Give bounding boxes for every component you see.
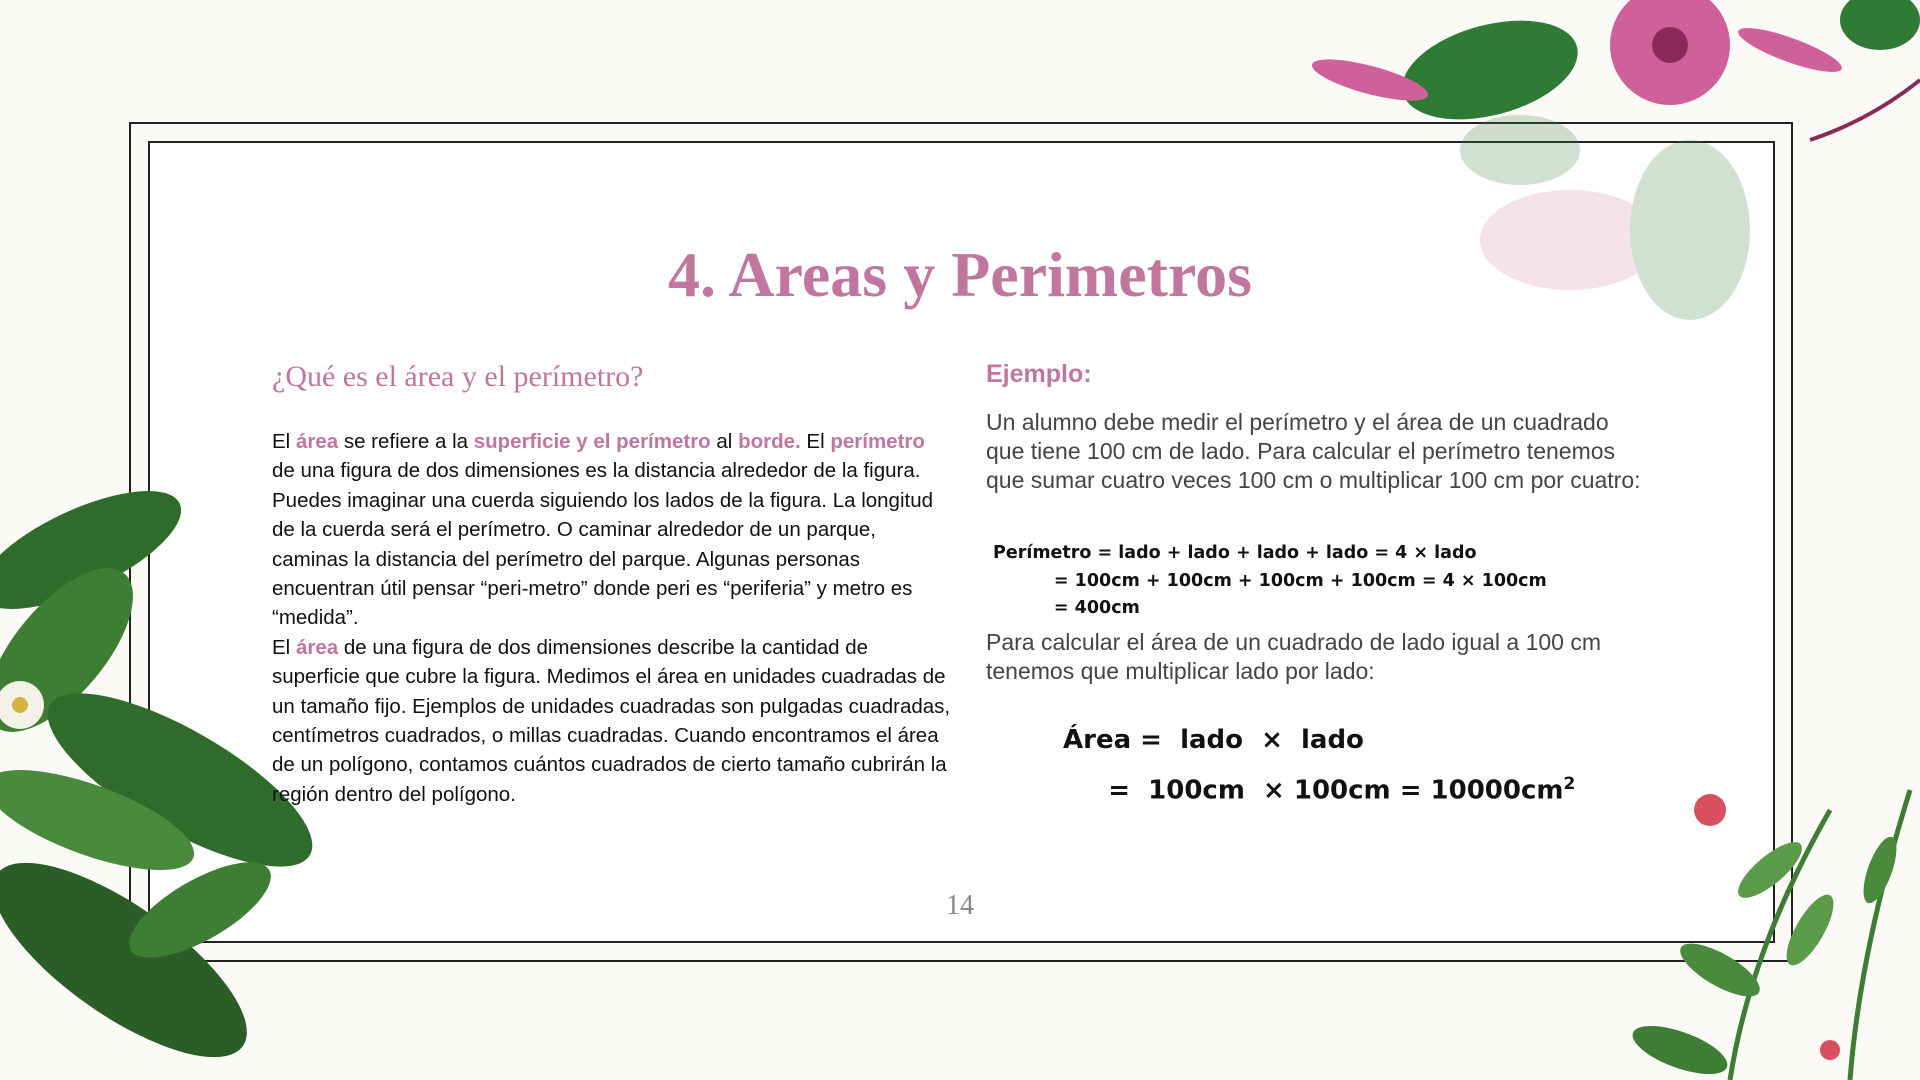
text: se refiere a la bbox=[338, 430, 474, 453]
text: El bbox=[272, 430, 296, 453]
formula-line: = 100cm + 100cm + 100cm + 100cm = 4 × 100cm bbox=[993, 570, 1547, 591]
example-paragraph-1: Un alumno debe medir el perímetro y el área de un cuadrado que tiene 100 cm de lado. Para calcular el perímetro tenemos que sumar cuatro veces 100 cm o multiplicar 100 cm por cuatro: bbox=[986, 409, 1641, 493]
formula-line: Área = lado × lado bbox=[1063, 725, 1364, 755]
formula-line: = 400cm bbox=[993, 598, 1140, 618]
left-body bbox=[272, 427, 952, 809]
highlight-perimeter: perímetro bbox=[830, 430, 925, 453]
paragraph-area bbox=[272, 633, 952, 809]
formula-line: Perímetro = lado + lado + lado + lado = 4 × lado bbox=[993, 543, 1477, 563]
text: de una figura de dos dimensiones es la distancia alrededor de la figura. Puedes imaginar una cuerda siguiendo los lados de la figura. La longitud de la cuerda será el perímetro. O caminar alrededor de un parque, caminas la distancia del perímetro del parque. Algunas personas encuentran útil pensar “peri-metro” donde peri es “periferia” y metro es “medida”. bbox=[272, 459, 934, 630]
exponent: 2 bbox=[1563, 774, 1576, 794]
example-heading: Ejemplo: bbox=[986, 360, 1092, 388]
example-paragraph-2: Para calcular el área de un cuadrado de lado igual a 100 cm tenemos que multiplicar lado por lado: bbox=[986, 629, 1602, 684]
left-subtitle: ¿Qué es el área y el perímetro? bbox=[272, 360, 644, 393]
flower-top-right-icon bbox=[1270, 0, 1920, 420]
page-number: 14 bbox=[946, 890, 974, 921]
formula-line bbox=[1063, 762, 1575, 813]
slide-title: 4. Areas y Perimetros bbox=[667, 239, 1253, 310]
text: El bbox=[800, 430, 831, 453]
text: al bbox=[710, 430, 739, 453]
highlight-surface: superficie y el perímetro bbox=[473, 430, 711, 453]
text: El bbox=[272, 635, 296, 659]
highlight-area: área bbox=[295, 635, 339, 659]
text: de una figura de dos dimensiones describe la cantidad de superficie que cubre la figura. Medimos el área en unidades cuadradas de un tamaño fijo. Ejemplos de unidades cuadradas son pulgadas cuadradas, centímetros cuadrados, o millas cuadradas. Cuando encontramos el área de un polígono, contamos cuántos cuadrados de cierto tamaño cubrirán la región dentro del polígono. bbox=[272, 635, 951, 806]
highlight-border: borde. bbox=[738, 430, 801, 453]
formula-text: = 100cm × 100cm = 10000cm bbox=[1063, 775, 1564, 806]
paragraph-perimeter bbox=[272, 427, 952, 633]
area-formula bbox=[1063, 718, 1575, 813]
perimeter-formula bbox=[993, 540, 1547, 623]
highlight-area: área bbox=[295, 430, 339, 453]
